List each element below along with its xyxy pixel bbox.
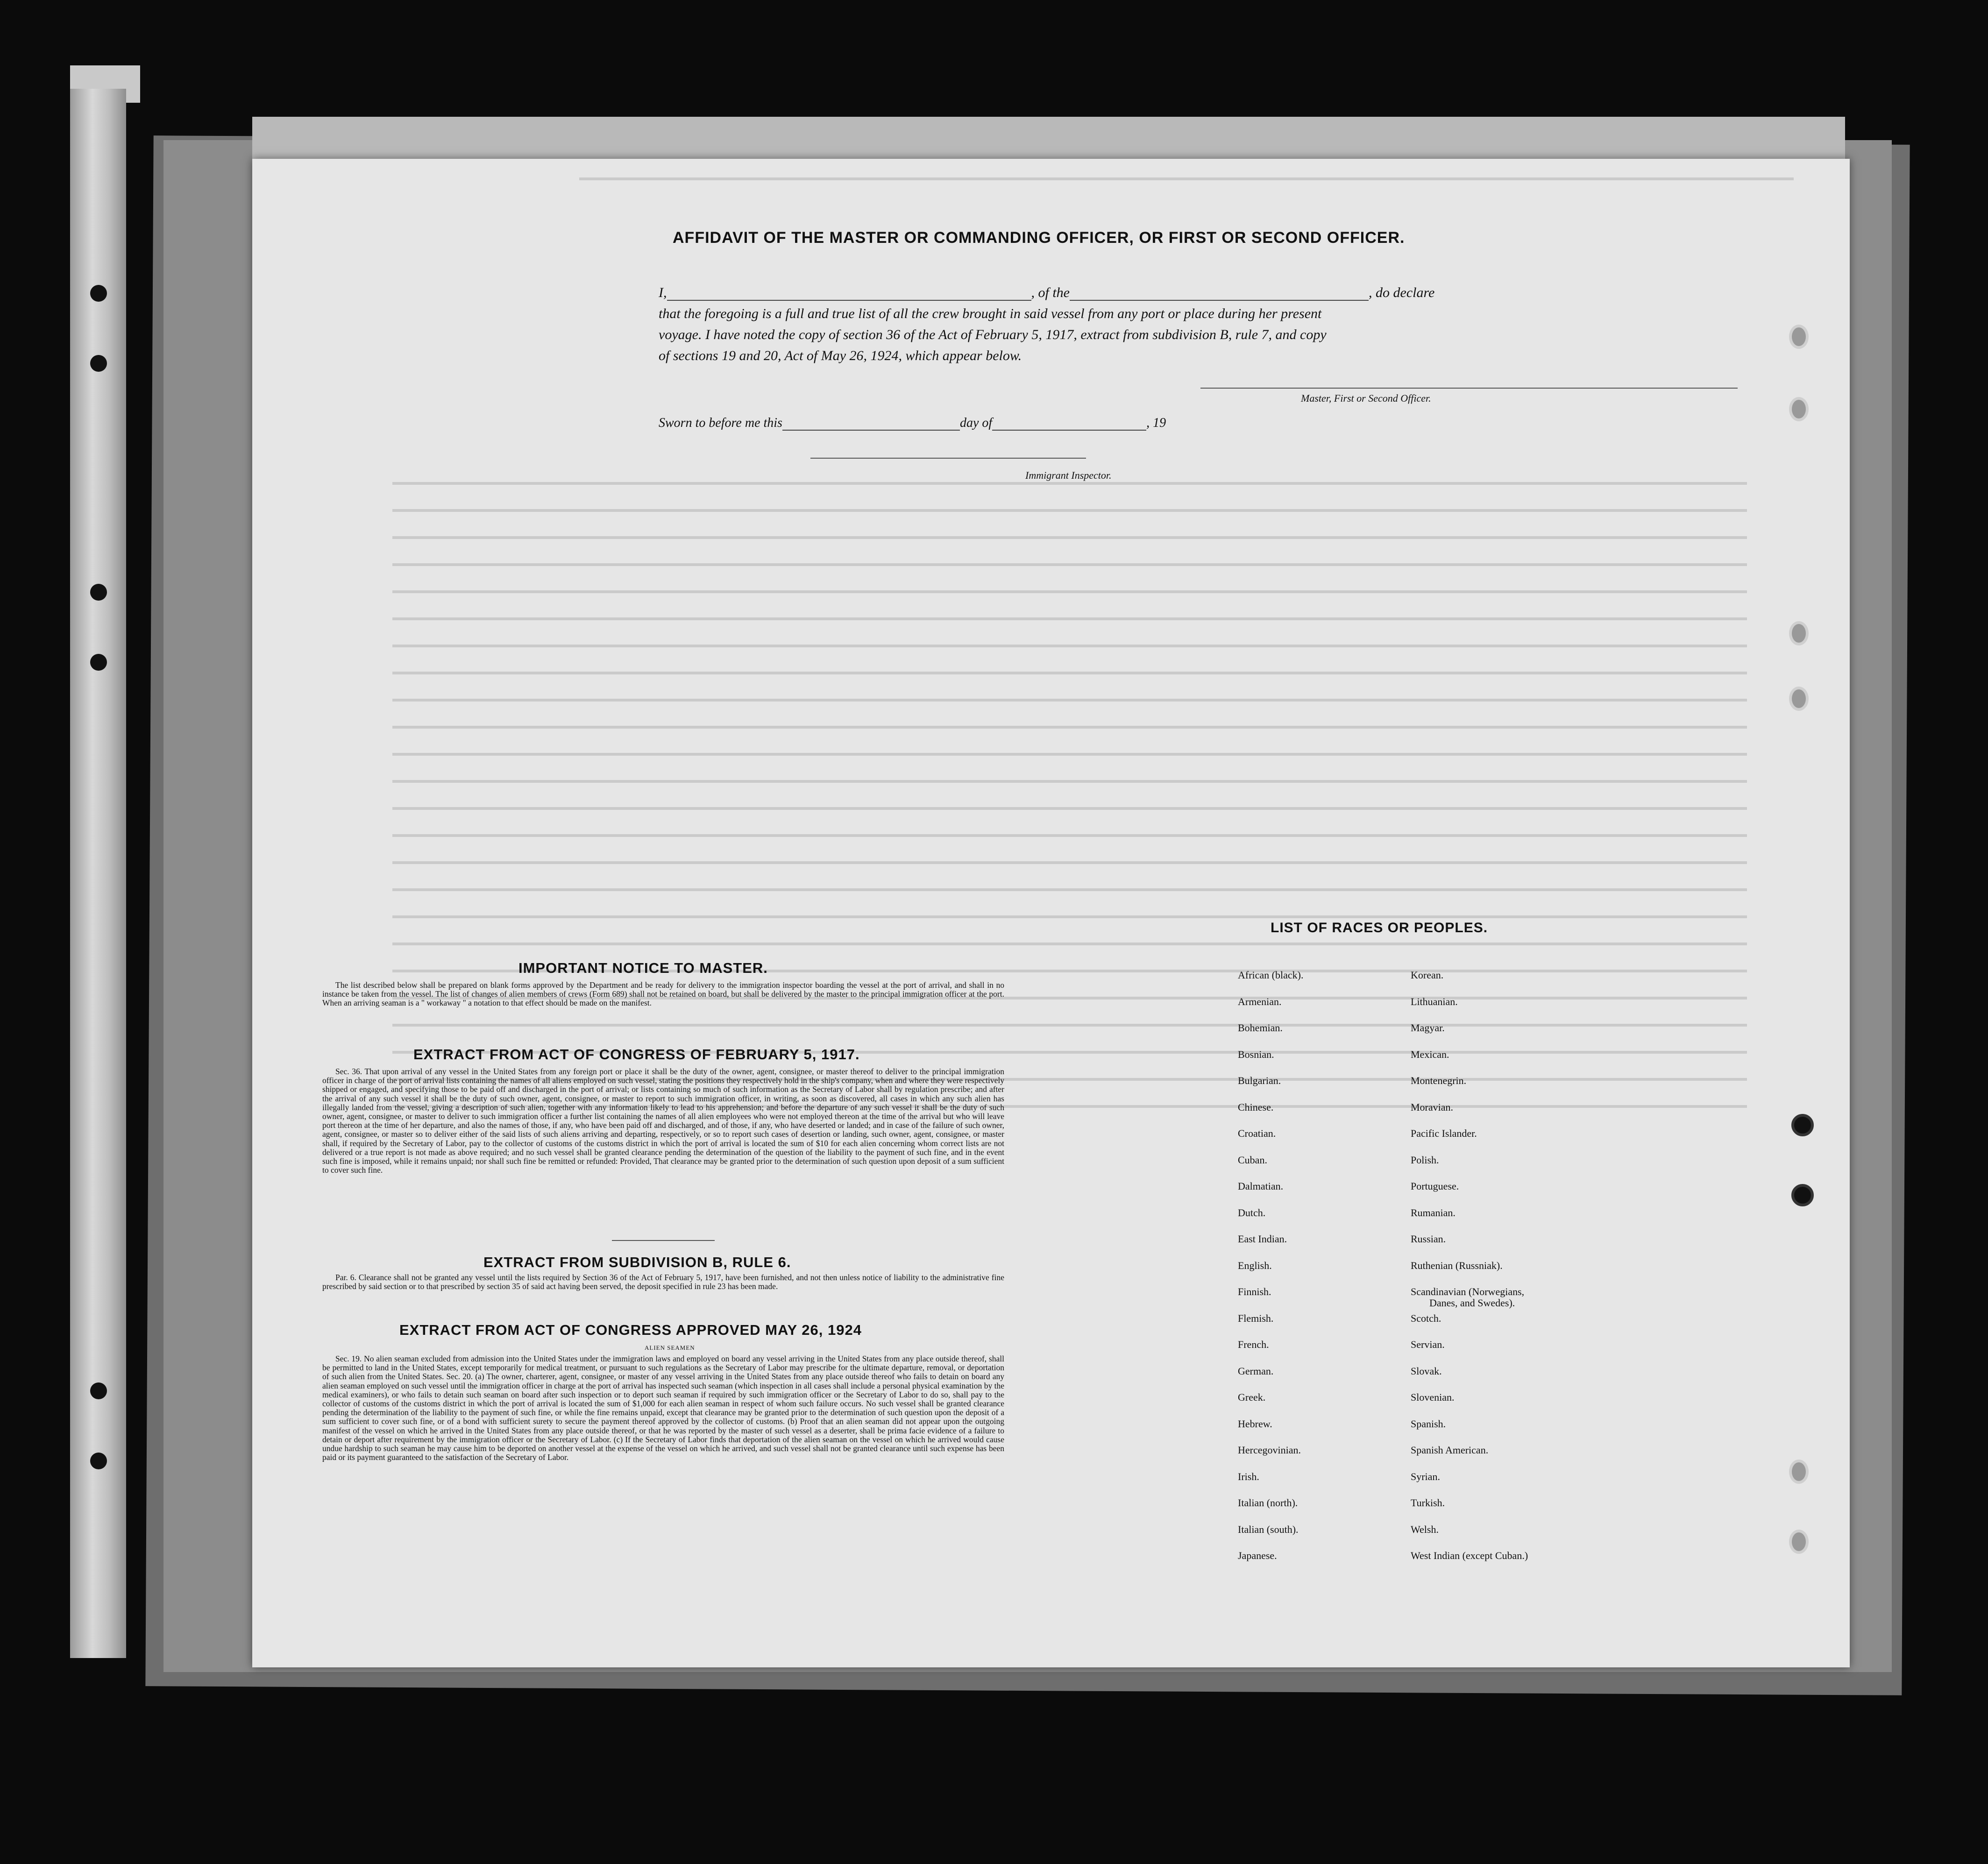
sworn-line — [659, 416, 1166, 431]
race-item: Dutch. — [1238, 1206, 1266, 1219]
race-item: Italian (north). — [1238, 1497, 1298, 1509]
race-item: Portuguese. — [1411, 1180, 1459, 1192]
ring-hole — [1789, 1530, 1809, 1554]
bleed-through-heading — [579, 177, 1794, 199]
subdivision-b-title: EXTRACT FROM SUBDIVISION B, RULE 6. — [483, 1254, 791, 1270]
race-item: West Indian (except Cuban.) — [1411, 1550, 1528, 1561]
race-item: Russian. — [1411, 1233, 1446, 1245]
race-item: Finnish. — [1238, 1286, 1271, 1297]
race-item: Turkish. — [1411, 1497, 1445, 1509]
race-item: Servian. — [1411, 1339, 1445, 1350]
ring-hole — [1789, 397, 1809, 421]
day-of-label: day of — [959, 416, 993, 430]
race-item: Scotch. — [1411, 1312, 1441, 1324]
binder-hole — [90, 1382, 107, 1399]
declaration-line-2: that the foregoing is a full and true list of all the crew brought in said vessel from any port or place during her present — [659, 306, 1322, 321]
declaration-line-3: voyage. I have noted the copy of section 36 of the Act of February 5, 1917, extract from subdivision B, rule 7, and copy — [659, 327, 1327, 342]
ring-hole — [1789, 325, 1809, 349]
ring-hole — [1791, 1184, 1814, 1206]
extract-1917-title: EXTRACT FROM ACT OF CONGRESS OF FEBRUARY 5, 1917. — [413, 1046, 860, 1063]
master-signature-line[interactable] — [1200, 388, 1738, 389]
race-item: Korean. — [1411, 969, 1444, 981]
race-item: German. — [1238, 1365, 1274, 1377]
i-label: I, — [659, 285, 667, 300]
sworn-month-field[interactable] — [992, 417, 1146, 431]
binder-hole — [90, 285, 107, 302]
race-item: Chinese. — [1238, 1101, 1274, 1113]
notice-title: IMPORTANT NOTICE TO MASTER. — [518, 960, 768, 976]
race-item: Greek. — [1238, 1391, 1266, 1403]
race-item: Slovenian. — [1411, 1391, 1455, 1403]
binder-strip — [70, 89, 126, 1658]
binder-hole — [90, 654, 107, 671]
races-title: LIST OF RACES OR PEOPLES. — [1271, 920, 1488, 936]
race-item: Hercegovinian. — [1238, 1444, 1301, 1456]
sworn-day-field[interactable] — [782, 417, 960, 431]
race-item: Montenegrin. — [1411, 1075, 1467, 1086]
manifest-page — [252, 159, 1850, 1667]
race-item: Irish. — [1238, 1470, 1259, 1482]
race-item: Bosnian. — [1238, 1048, 1274, 1060]
race-item: Welsh. — [1411, 1523, 1439, 1535]
section-divider — [612, 1240, 715, 1241]
name-field[interactable] — [667, 287, 1031, 301]
race-item: Spanish. — [1411, 1417, 1446, 1430]
race-item: French. — [1238, 1339, 1269, 1350]
race-item: Dalmatian. — [1238, 1180, 1284, 1192]
binder-hole — [90, 584, 107, 601]
ring-hole — [1789, 687, 1809, 711]
bleed-through-rows — [392, 458, 1747, 1112]
year-label: , 19 — [1146, 416, 1166, 430]
race-item: Flemish. — [1238, 1312, 1274, 1324]
race-item: Danes, and Swedes). — [1429, 1297, 1515, 1309]
extract-1924-text: Sec. 19. No alien seaman excluded from admission into the United States under the immigration laws and employed on board any vessel arriving in the United States from any place outside thereof, shall be permitted to land in the United States, except temporarily for medical treatment, or pursuant to such regulations as the Secretary of Labor may prescribe for the ultimate departure, removal, or deportation of such alien from the United States. Sec. 20. (a) The owner, charterer, agent, consignee, or master of any vessel arriving in the United States from any place outside thereof who fails to detain on board any alien seaman employed on such vessel until the immigration officer in charge at the port of arrival has inspected such seaman (which inspection in all cases shall include a personal physical examination by the medical examiners), or who fails to detain such seaman on board after such inspection or to deport such seaman if required by such immigration officer or the Secretary of Labor to do so, shall pay to the collector of customs of the customs district in which the port of arrival is located the sum of $1,000 for each alien seaman in respect of whom such failure occurs. No such vessel shall be granted clearance pending the determination of the liability to the payment of such fine, or while the fine remains unpaid, except that clearance may be granted prior to the determination of such question upon the deposit of a sum sufficient to cover such fine, or of a bond with sufficient surety to secure the payment thereof approved by the collector of customs. (b) Proof that an alien seaman did not appear upon the outgoing manifest of the vessel on which he arrived in the United States from any place outside thereof, or that he was reported by the master of such vessel as a deserter, shall be prima facie evidence of a failure to detain or deport after requirement by the immigration officer or the Secretary of Labor. (c) If the Secretary of Labor finds that deportation of the alien seaman on the vessel on which he arrived would cause undue hardship to such seaman he may cause him to be deported on another vessel at the expense of the vessel on which he arrived, and such vessel shall not be granted clearance until such expense has been paid or its payment guaranteed to the satisfaction of the Secretary of Labor. — [322, 1354, 1004, 1462]
do-declare-label: , do declare — [1369, 285, 1435, 300]
race-item: Japanese. — [1238, 1550, 1277, 1561]
race-item: Mexican. — [1411, 1048, 1449, 1060]
notice-text: The list described below shall be prepared on blank forms approved by the Department and be ready for delivery to the immigration inspector boarding the vessel at the port of arrival, and shall in no instance be taken from the vessel. The list of changes of alien members of crews (Form 689) shall not be retained on board, but shall be delivered by the master to the principal immigration officer at the port. When an arriving seaman is a " workaway " a notation to that effect should be made on the manifest. — [322, 980, 1004, 1008]
race-item: Cuban. — [1238, 1154, 1267, 1166]
race-item: Armenian. — [1238, 995, 1282, 1007]
inspector-caption: Immigrant Inspector. — [1025, 469, 1112, 481]
race-item: Bohemian. — [1238, 1022, 1283, 1034]
race-item: Bulgarian. — [1238, 1075, 1281, 1086]
master-caption: Master, First or Second Officer. — [1301, 392, 1431, 404]
race-item: Slovak. — [1411, 1365, 1442, 1377]
race-item: Croatian. — [1238, 1127, 1276, 1139]
race-item: African (black). — [1238, 969, 1304, 981]
race-item: Hebrew. — [1238, 1417, 1272, 1430]
race-item: Italian (south). — [1238, 1523, 1299, 1535]
race-item: Pacific Islander. — [1411, 1127, 1477, 1139]
of-the-label: , of the — [1031, 285, 1070, 300]
subdivision-b-text: Par. 6. Clearance shall not be granted any vessel until the lists required by Section 36 of the Act of February 5, 1917, have been furnished, and not then unless notice of liability to the administrative fine prescribed by said section or to that prescribed by section 35 of said act having been served, the deposit specified in rule 23 has been made. — [322, 1273, 1004, 1291]
declaration-line-1 — [659, 285, 1434, 301]
extract-1917-text: Sec. 36. That upon arrival of any vessel in the United States from any foreign port or place it shall be the duty of the owner, agent, consignee, or master thereof to deliver to the principal immigration officer in charge of the port of arrival lists containing the names of all aliens employed on such vessel, stating the positions they respectively hold in the ship's company, when and where they were respectively shipped or engaged, and specifying those to be paid off and discharged in the port of arrival; or lists containing so much of such information as the Secretary of Labor shall by regulation prescribe; and after the arrival of any such vessel it shall be the duty of such owner, agent, consignee, or master to report to such immigration officer, in writing, as soon as discovered, all cases in which any such alien has illegally landed from the vessel, giving a description of such alien, together with any information likely to lead to his apprehension; and before the departure of any such vessel it shall be the duty of such owner, agent, consignee, or master to deliver to such immigration officer a further list containing the names of all alien employees who were not employed thereon at the time of the arrival but who will leave port thereon at the time of her departure, and also the names of those, if any, who have been paid off and discharged, and of those, if any, who have deserted or landed; and in case of the failure of such owner, agent, consignee, or master so to deliver either of the said lists of such aliens arriving and departing, respectively, or so to report such cases of desertion or landing, such owner, agent, consignee, or master shall, if required by the Secretary of Labor, pay to the collector of customs of the customs district in which the port of arrival is located the sum of $10 for each alien concerning whom correct lists are not delivered or a true report is not made as above required; and no such vessel shall be granted clearance pending the determination of the question of the liability to the payment of such fine, and in the event such fine is imposed, while it remains unpaid; nor shall such fine be remitted or refunded: Provided, That clearance may be granted prior to the determination of such question upon deposit of a sum sufficient to cover such fine. — [322, 1067, 1004, 1175]
sworn-label: Sworn to before me this — [659, 416, 782, 430]
alien-seamen-subhead: ALIEN SEAMEN — [645, 1344, 695, 1351]
race-item: Scandinavian (Norwegians, — [1411, 1286, 1525, 1297]
race-item: Spanish American. — [1411, 1444, 1489, 1456]
race-item: Lithuanian. — [1411, 995, 1458, 1007]
race-item: Magyar. — [1411, 1022, 1445, 1034]
race-item: Rumanian. — [1411, 1206, 1456, 1219]
inspector-signature-line[interactable] — [810, 458, 1086, 459]
ring-hole — [1791, 1114, 1814, 1136]
race-item: Syrian. — [1411, 1470, 1440, 1482]
ring-hole — [1789, 621, 1809, 645]
race-item: East Indian. — [1238, 1233, 1287, 1245]
extract-1924-title: EXTRACT FROM ACT OF CONGRESS APPROVED MAY 26, 1924 — [399, 1322, 862, 1338]
declaration-line-4: of sections 19 and 20, Act of May 26, 1924, which appear below. — [659, 348, 1022, 363]
ring-hole — [1789, 1460, 1809, 1484]
vessel-field[interactable] — [1070, 287, 1369, 301]
race-item: Polish. — [1411, 1154, 1439, 1166]
race-item: Moravian. — [1411, 1101, 1454, 1113]
binder-hole — [90, 355, 107, 372]
affidavit-title: AFFIDAVIT OF THE MASTER OR COMMANDING OFFICER, OR FIRST OR SECOND OFFICER. — [673, 229, 1405, 247]
race-item: Ruthenian (Russniak). — [1411, 1259, 1503, 1271]
binder-hole — [90, 1453, 107, 1469]
race-item: English. — [1238, 1259, 1272, 1271]
